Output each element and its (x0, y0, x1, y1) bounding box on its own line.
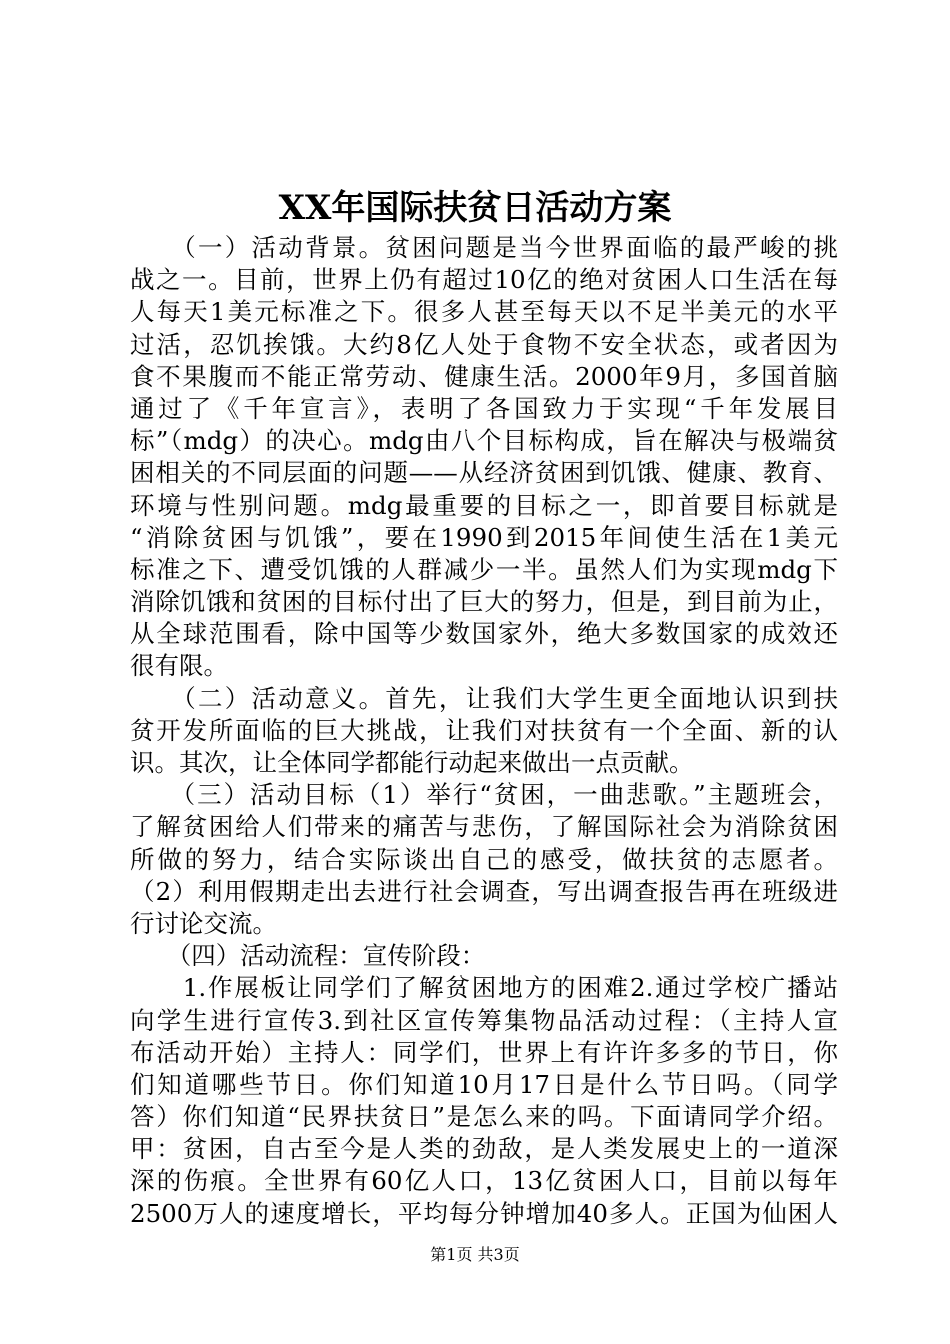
text-line: 布活动开始）主持人：同学们，世界上有许许多多的节日，你 (130, 1037, 838, 1067)
text-line: 标准之下、遭受饥饿的人群减少一半。虽然人们为实现mdg下 (130, 554, 838, 584)
text-line: 们知道哪些节日。你们知道10月17日是什么节日吗。（同学 (130, 1069, 838, 1099)
text-line: 很有限。 (130, 651, 228, 681)
text-line: 消除饥饿和贫困的目标付出了巨大的努力，但是，到目前为止， (130, 587, 838, 617)
text-line: （2）利用假期走出去进行社会调查，写出调查报告再在班级进 (130, 876, 838, 906)
text-line: 所做的努力，结合实际谈出自己的感受，做扶贫的志愿者。 (130, 844, 838, 874)
text-line: 向学生进行宣传3.到社区宣传筹集物品活动过程：（主持人宣 (130, 1005, 838, 1035)
text-line: “消除贫困与饥饿”，要在1990到2015年间使生活在1美元 (130, 522, 838, 552)
text-line: 食不果腹而不能正常劳动、健康生活。2000年9月，多国首脑 (130, 361, 838, 391)
text-line: 通过了《千年宣言》，表明了各国致力于实现“千年发展目 (130, 393, 838, 423)
text-line: 过活，忍饥挨饿。大约8亿人处于食物不安全状态，或者因为 (130, 329, 838, 359)
text-line: 战之一。目前，世界上仍有超过10亿的绝对贫困人口生活在每 (130, 265, 838, 295)
text-line: （一）活动背景。贫困问题是当今世界面临的最严峻的挑 (130, 233, 838, 262)
text-line: 标”（mdg）的决心。mdg由八个目标构成，旨在解决与极端贫 (130, 426, 838, 456)
text-line: 从全球范围看，除中国等少数国家外，绝大多数国家的成效还 (130, 619, 838, 649)
document-body (130, 232, 838, 1230)
page-footer: 第1页 共3页 (430, 1245, 520, 1264)
document-title: XX年国际扶贫日活动方案 (278, 188, 672, 228)
text-line: 深的伤痕。全世界有60亿人口，13亿贫困人口，目前以每年 (130, 1166, 838, 1196)
text-line: 了解贫困给人们带来的痛苦与悲伤，了解国际社会为消除贫困 (130, 812, 838, 842)
text-line: 甲：贫困，自古至今是人类的劲敌，是人类发展史上的一道深 (130, 1134, 838, 1164)
text-line: 环境与性别问题。mdg最重要的目标之一，即首要目标就是 (130, 490, 838, 520)
text-line: （四）活动流程：宣传阶段： (130, 941, 486, 971)
text-line: （三）活动目标（1）举行“贫困，一曲悲歌。”主题班会， (130, 780, 838, 810)
text-line: 困相关的不同层面的问题——从经济贫困到饥饿、健康、教育、 (130, 458, 838, 488)
text-line: 2500万人的速度增长，平均每分钟增加40多人。正国为仙困人 (130, 1198, 838, 1228)
text-line: 1.作展板让同学们了解贫困地方的困难2.通过学校广播站 (130, 973, 838, 1003)
text-line: 识。其次，让全体同学都能行动起来做出一点贡献。 (130, 748, 694, 777)
text-line: （二）活动意义。首先，让我们大学生更全面地认识到扶 (130, 683, 838, 713)
text-line: 人每天1美元标准之下。很多人甚至每天以不足半美元的水平 (130, 297, 838, 327)
text-line: 行讨论交流。 (130, 908, 277, 938)
text-line: 答）你们知道“民界扶贫日”是怎么来的吗。下面请同学介绍。 (130, 1102, 838, 1132)
text-line: 贫开发所面临的巨大挑战，让我们对扶贫有一个全面、新的认 (130, 715, 838, 745)
